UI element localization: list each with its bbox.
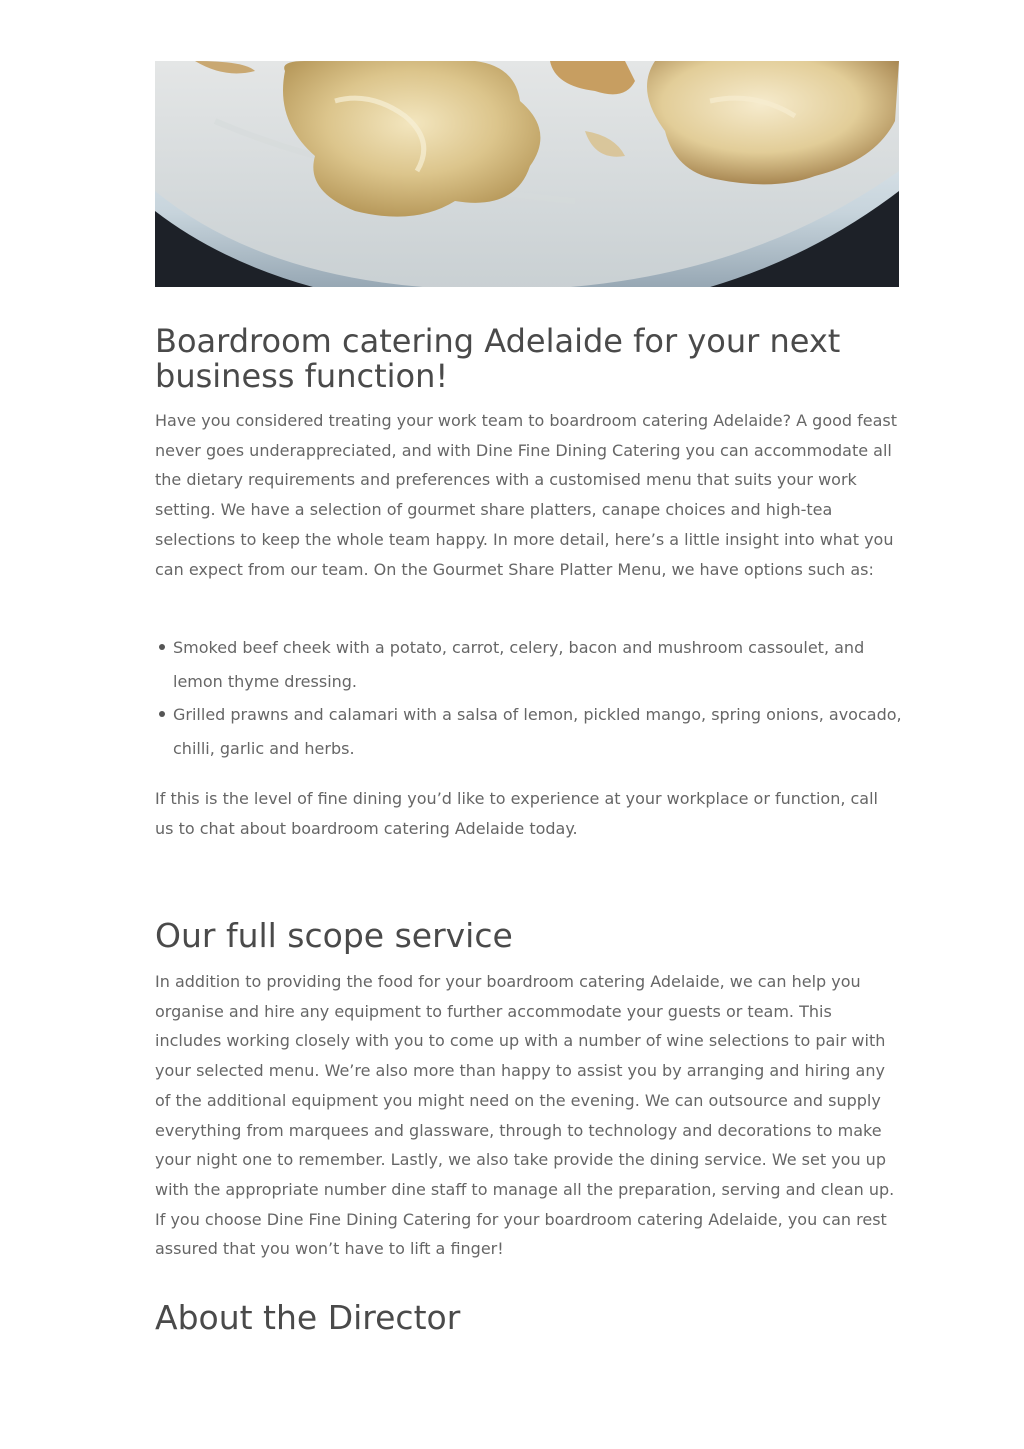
article xyxy=(155,61,902,1337)
section-heading-director: About the Director xyxy=(155,1298,461,1337)
intro-paragraph: Have you considered treating your work team to boardroom catering Adelaide? A good feast never goes underappreciated, and with Dine Fine Dining Catering you can accommodate all the dietary requirements and preferences with a customised menu that suits your work setting. We have a selection of gourmet share platters, canape choices and high-tea selections to keep the whole team happy. In more detail, here’s a little insight into what you can expect from our team. On the Gourmet Share Platter Menu, we have options such as: xyxy=(155,411,898,579)
list-item: Grilled prawns and calamari with a salsa of lemon, pickled mango, spring onions, avocado, chilli, garlic and herbs. xyxy=(173,698,917,765)
food-plate-illustration xyxy=(155,61,899,287)
scope-paragraph: In addition to providing the food for your boardroom catering Adelaide, we can help you organise and hire any equipment to further accommodate your guests or team. This includes working closely with you to come up with a number of wine selections to pair with your selected menu. We’re also more than happy to assist you by arranging and hiring any of the additional equipment you might need on the evening. We can outsource and supply everything from marquees and glassware, through to technology and decorations to make your night one to remember. Lastly, we also take provide the dining service. We set you up with the appropriate number dine staff to manage all the preparation, serving and clean up. If you choose Dine Fine Dining Catering for your boardroom catering Adelaide, you can rest assured that you won’t have to lift a finger! xyxy=(155,972,895,1259)
list-item: Smoked beef cheek with a potato, carrot, celery, bacon and mushroom cassoulet, and lemon thyme dressing. xyxy=(173,631,917,698)
hero-image xyxy=(155,61,899,287)
closing-paragraph: If this is the level of fine dining you’d like to experience at your workplace or function, call us to chat about boardroom catering Adelaide today. xyxy=(155,789,878,838)
menu-options-list xyxy=(155,631,917,765)
section-heading-scope: Our full scope service xyxy=(155,916,513,955)
section-heading-boardroom: Boardroom catering Adelaide for your next business function! xyxy=(155,322,841,395)
